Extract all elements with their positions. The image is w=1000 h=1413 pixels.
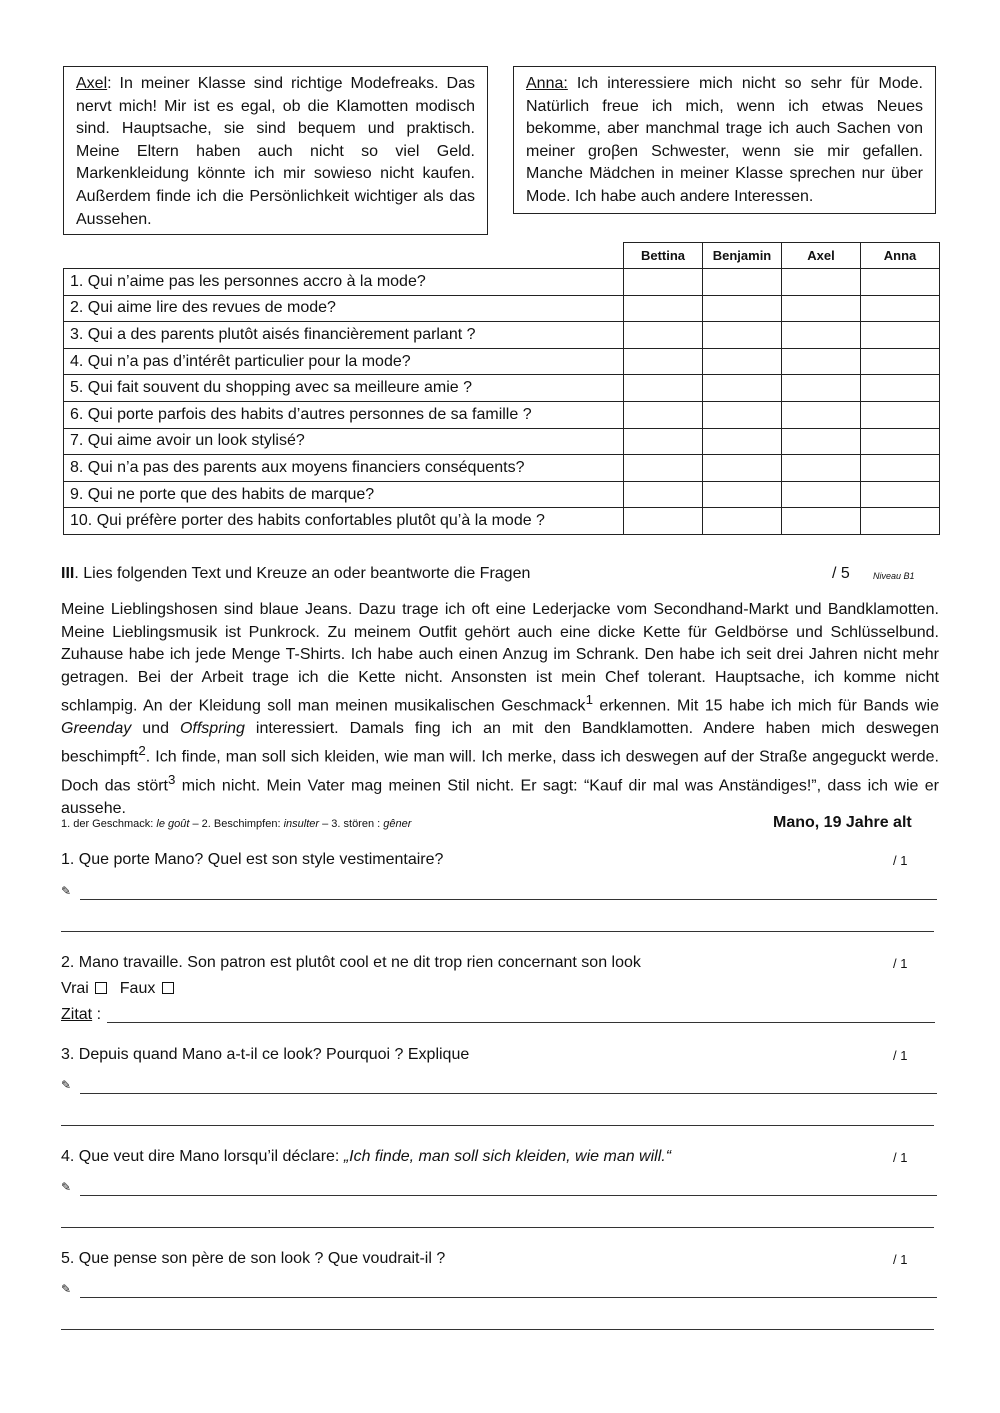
answer-line[interactable] (61, 931, 934, 932)
question-points: / 1 (893, 853, 908, 868)
faux-checkbox[interactable] (162, 982, 174, 994)
answer-cell[interactable] (703, 295, 782, 322)
answer-line[interactable] (80, 1195, 937, 1196)
answer-cell[interactable] (782, 428, 861, 455)
table-question: 9. Qui ne porte que des habits de marque? (64, 481, 624, 508)
answer-line[interactable] (61, 1125, 934, 1126)
section-title: . Lies folgenden Text und Kreuze an oder beantworte die Fragen (74, 565, 531, 582)
anna-name: Anna: (526, 75, 568, 92)
axel-name: Axel (76, 75, 108, 92)
answer-cell[interactable] (861, 295, 940, 322)
section-heading (61, 565, 530, 583)
axel-textbox (63, 66, 488, 235)
column-header: Benjamin (703, 243, 782, 269)
text-part: Meine Lieblingshosen sind blaue Jeans. Dazu trage ich oft eine Lederjacke vom Secondhand-Markt und Bandklamotten. Meine Lieblingsmusik ist Punkrock. Zu meinem Outfit gehört auch eine dicke Kette für Geldbörse und Schlüsselbund. Zuhause habe ich jede Menge T-Shirts. Ich habe auch einen Anzug im Schrank. Den habe ich seit drei Jahren nicht mehr getragen. Bei der Arbeit trage ich die Kette nicht. Ansonsten ist mein Chef tolerant. Hauptsache, ich komme nicht schlampig. An der Kleidung soll man meinen musikalischen Geschmack (61, 601, 939, 715)
answer-cell[interactable] (861, 401, 940, 428)
question-points: / 1 (893, 1252, 908, 1267)
band-name: Greenday (61, 719, 132, 737)
pen-icon: ✎ (61, 1078, 72, 1092)
question-4 (61, 1148, 671, 1166)
footnote-ref: 2 (138, 743, 146, 759)
footnote-ref: 3 (168, 772, 176, 788)
table-question: 8. Qui n’a pas des parents aux moyens financiers conséquents? (64, 455, 624, 482)
answer-cell[interactable] (703, 455, 782, 482)
answer-cell[interactable] (782, 322, 861, 349)
note-translation: gêner (383, 818, 412, 830)
table-row (64, 481, 940, 508)
question-4-text: 4. Que veut dire Mano lorsqu’il déclare: (61, 1148, 344, 1165)
table-row (64, 322, 940, 349)
answer-cell[interactable] (782, 481, 861, 508)
question-4-quote: „Ich finde, man soll sich kleiden, wie man will.“ (343, 1148, 672, 1165)
text-part: . Ich finde, man soll sich kleiden, wie man will. Ich merke, dass ich deswegen auf der Straße angeguckt werde. Doch das stört (61, 748, 939, 795)
zitat-answer-line[interactable] (107, 1022, 935, 1023)
pen-icon: ✎ (61, 884, 72, 898)
answer-cell[interactable] (703, 428, 782, 455)
table-question: 5. Qui fait souvent du shopping avec sa meilleure amie ? (64, 375, 624, 402)
answer-cell[interactable] (703, 508, 782, 535)
table-corner (64, 243, 624, 269)
vrai-label: Vrai (61, 980, 89, 997)
note-text: 1. der Geschmack: (61, 818, 157, 830)
note-text: – 2. Beschimpfen: (189, 818, 284, 830)
zitat-label (61, 1006, 101, 1024)
band-name: Offspring (179, 719, 245, 737)
table-header-row (64, 243, 940, 269)
table-question: 4. Qui n’a pas d’intérêt particulier pour la mode? (64, 348, 624, 375)
question-points: / 1 (893, 956, 908, 971)
table-row (64, 295, 940, 322)
question-points: / 1 (893, 1150, 908, 1165)
who-table (63, 242, 940, 535)
column-header: Bettina (624, 243, 703, 269)
footnotes (61, 818, 411, 830)
zitat-word: Zitat (61, 1006, 93, 1023)
answer-cell[interactable] (624, 295, 703, 322)
table-row (64, 428, 940, 455)
question-5: 5. Que pense son père de son look ? Que voudrait-il ? (61, 1250, 446, 1267)
answer-cell[interactable] (703, 375, 782, 402)
author-signature: Mano, 19 Jahre alt (773, 814, 912, 831)
answer-cell[interactable] (703, 401, 782, 428)
answer-cell[interactable] (703, 481, 782, 508)
true-false-options (61, 980, 174, 998)
table-question: 1. Qui n’aime pas les personnes accro à la mode? (64, 269, 624, 296)
table-question: 6. Qui porte parfois des habits d’autres personnes de sa famille ? (64, 401, 624, 428)
answer-cell[interactable] (782, 375, 861, 402)
column-header: Axel (782, 243, 861, 269)
answer-cell[interactable] (782, 455, 861, 482)
question-2: 2. Mano travaille. Son patron est plutôt cool et ne dit trop rien concernant son look (61, 954, 641, 971)
answer-cell[interactable] (861, 322, 940, 349)
text-part: mich nicht. Mein Vater mag meinen Stil nicht. Er sagt: “Kauf dir mal was Anständiges!”, dass ich wie er aussehe. (61, 777, 939, 817)
answer-cell[interactable] (861, 269, 940, 296)
answer-cell[interactable] (861, 455, 940, 482)
pen-icon: ✎ (61, 1180, 72, 1194)
note-translation: le goût (156, 818, 190, 830)
table-question: 2. Qui aime lire des revues de mode? (64, 295, 624, 322)
zitat-colon: : (92, 1006, 102, 1023)
answer-cell[interactable] (861, 428, 940, 455)
answer-cell[interactable] (624, 401, 703, 428)
table-question: 7. Qui aime avoir un look stylisé? (64, 428, 624, 455)
vrai-checkbox[interactable] (95, 982, 107, 994)
section-level: Niveau B1 (873, 571, 915, 581)
anna-textbox (513, 66, 936, 214)
note-translation: insulter (283, 818, 320, 830)
answer-cell[interactable] (861, 348, 940, 375)
mano-text (61, 599, 939, 820)
text-part: interessiert. Damals fing ich an mit den Bandklamotten. Andere haben mich deswegen beschimpft (61, 719, 939, 766)
answer-line[interactable] (61, 1329, 934, 1330)
axel-text: : In meiner Klasse sind richtige Modefreaks. Das nervt mich! Mir ist es egal, ob die Klamotten modisch sind. Hauptsache, sie sind bequem und praktisch. Meine Eltern haben auch nicht so viel Geld. Markenkleidung könnte ich mir sowieso nicht kaufen. Außerdem finde ich die Persönlichkeit wichtiger als das Aussehen. (76, 75, 475, 228)
section-number: III (61, 565, 75, 582)
table-row (64, 455, 940, 482)
footnote-ref: 1 (585, 692, 593, 707)
table-question: 3. Qui a des parents plutôt aisés financièrement parlant ? (64, 322, 624, 349)
answer-cell[interactable] (861, 508, 940, 535)
answer-cell[interactable] (703, 348, 782, 375)
anna-text: Ich interessiere mich nicht so sehr für Mode. Natürlich freue ich mich, wenn ich etwas Neues bekomme, aber manchmal trage ich auch Sachen von meiner groβen Schwester, wenn sie mir gefallen. Manche Mädchen in meiner Klasse sprechen nur über Mode. Ich habe auch andere Interessen. (526, 75, 923, 205)
answer-cell[interactable] (624, 481, 703, 508)
text-part: erkennen. Mit 15 habe ich mich für Bands wie (592, 697, 940, 715)
question-points: / 1 (893, 1048, 908, 1063)
answer-cell[interactable] (624, 508, 703, 535)
answer-line[interactable] (61, 1227, 934, 1228)
answer-cell[interactable] (782, 269, 861, 296)
answer-cell[interactable] (782, 295, 861, 322)
section-points: / 5 (832, 565, 850, 582)
answer-line[interactable] (80, 899, 937, 900)
answer-line[interactable] (80, 1093, 937, 1094)
answer-cell[interactable] (624, 322, 703, 349)
table-question: 10. Qui préfère porter des habits confortables plutôt qu’à la mode ? (64, 508, 624, 535)
answer-cell[interactable] (624, 428, 703, 455)
table-row (64, 348, 940, 375)
table-row (64, 375, 940, 402)
answer-cell[interactable] (624, 348, 703, 375)
note-text: – 3. stören : (319, 818, 384, 830)
answer-line[interactable] (80, 1297, 937, 1298)
table-row (64, 269, 940, 296)
answer-cell[interactable] (782, 348, 861, 375)
faux-label: Faux (119, 980, 156, 997)
answer-cell[interactable] (861, 375, 940, 402)
column-header: Anna (861, 243, 940, 269)
table-row (64, 508, 940, 535)
answer-cell[interactable] (624, 269, 703, 296)
question-3: 3. Depuis quand Mano a-t-il ce look? Pourquoi ? Explique (61, 1046, 470, 1063)
answer-cell[interactable] (703, 269, 782, 296)
answer-cell[interactable] (624, 375, 703, 402)
question-1: 1. Que porte Mano? Quel est son style vestimentaire? (61, 851, 444, 868)
pen-icon: ✎ (61, 1282, 72, 1296)
answer-cell[interactable] (782, 508, 861, 535)
answer-cell[interactable] (703, 322, 782, 349)
table-row (64, 401, 940, 428)
answer-cell[interactable] (624, 455, 703, 482)
text-part: und (131, 719, 180, 737)
answer-cell[interactable] (861, 481, 940, 508)
answer-cell[interactable] (782, 401, 861, 428)
